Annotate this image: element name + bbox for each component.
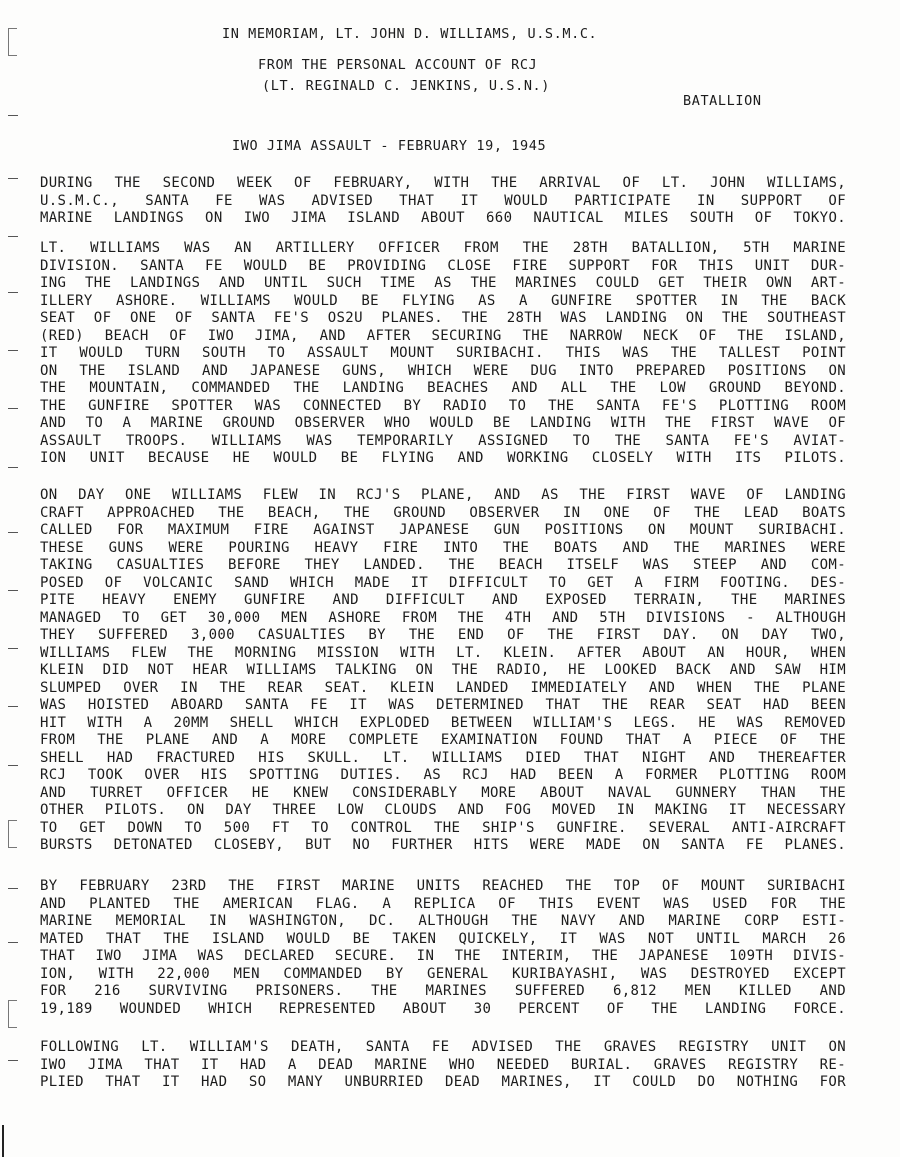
text-line: MATED THAT THE ISLAND WOULD BE TAKEN QUICKELY, IT WAS NOT UNTIL MARCH 26 (40, 930, 846, 947)
text-line: MARINE LANDINGS ON IWO JIMA ISLAND ABOUT 660 NAUTICAL MILES SOUTH OF TOKYO. (40, 210, 846, 226)
text-line: ON THE ISLAND AND JAPANESE GUNS, WHICH WERE DUG INTO PREPARED POSITIONS ON (40, 362, 846, 379)
text-line: THESE GUNS WERE POURING HEAVY FIRE INTO THE BOATS AND THE MARINES WERE (40, 539, 846, 556)
text-line: 19,189 WOUNDED WHICH REPRESENTED ABOUT 30 PERCENT OF THE LANDING FORCE. (40, 1000, 846, 1017)
text-line: (RED) BEACH OF IWO JIMA, AND AFTER SECURING THE NARROW NECK OF THE ISLAND, (40, 327, 846, 344)
author-line: (LT. REGINALD C. JENKINS, U.S.N.) (262, 78, 551, 94)
margin-bracket (8, 28, 17, 56)
margin-mark (8, 467, 18, 468)
margin-mark (8, 178, 18, 179)
text-line: ASSAULT TROOPS. WILLIAMS WAS TEMPORARILY ASSIGNED TO THE SANTA FE'S AVIAT- (40, 432, 846, 449)
paragraph-2 (40, 240, 846, 468)
text-line: RCJ TOOK OVER HIS SPOTTING DUTIES. AS RCJ HAD BEEN A FORMER PLOTTING ROOM (40, 767, 846, 783)
text-line: TAKING CASUALTIES BEFORE THEY LANDED. THE BEACH ITSELF WAS STEEP AND COM- (40, 557, 846, 573)
margin-mark (8, 1060, 18, 1061)
margin-mark (8, 292, 18, 293)
margin-bracket (8, 1000, 17, 1028)
text-line: HIT WITH A 20MM SHELL WHICH EXPLODED BETWEEN WILLIAM'S LEGS. HE WAS REMOVED (40, 714, 846, 731)
source-line: FROM THE PERSONAL ACCOUNT OF RCJ (258, 57, 538, 73)
text-line: FOR 216 SURVIVING PRISONERS. THE MARINES SUFFERED 6,812 MEN KILLED AND (40, 983, 846, 999)
margin-bracket (8, 820, 17, 848)
text-line: PITE HEAVY ENEMY GUNFIRE AND DIFFICULT AND EXPOSED TERRAIN, THE MARINES (40, 592, 846, 608)
text-line: DIVISION. SANTA FE WOULD BE PROVIDING CLOSE FIRE SUPPORT FOR THIS UNIT DUR- (40, 257, 846, 274)
paragraph-3 (40, 487, 846, 855)
margin-mark (8, 115, 18, 116)
text-line: BY FEBRUARY 23RD THE FIRST MARINE UNITS REACHED THE TOP OF MOUNT SURIBACHI (40, 878, 846, 894)
margin-mark (8, 408, 18, 409)
margin-bar (2, 1125, 4, 1157)
margin-mark (8, 888, 18, 889)
text-line: WILLIAMS FLEW THE MORNING MISSION WITH LT. KLEIN. AFTER ABOUT AN HOUR, WHEN (40, 644, 846, 661)
text-line: SEAT OF ONE OF SANTA FE'S OS2U PLANES. THE 28TH WAS LANDING ON THE SOUTHEAST (40, 310, 846, 326)
paragraph-1 (40, 175, 846, 228)
text-line: ING THE LANDINGS AND UNTIL SUCH TIME AS THE MARINES COULD GET THEIR OWN ART- (40, 275, 846, 291)
text-line: THE GUNFIRE SPOTTER WAS CONNECTED BY RADIO TO THE SANTA FE'S PLOTTING ROOM (40, 397, 846, 414)
text-line: IT WOULD TURN SOUTH TO ASSAULT MOUNT SURIBACHI. THIS WAS THE TALLEST POINT (40, 345, 846, 361)
text-line: U.S.M.C., SANTA FE WAS ADVISED THAT IT WOULD PARTICIPATE IN SUPPORT OF (40, 192, 846, 209)
text-line: WAS HOISTED ABOARD SANTA FE IT WAS DETERMINED THAT THE REAR SEAT HAD BEEN (40, 697, 846, 713)
text-line: CRAFT APPROACHED THE BEACH, THE GROUND OBSERVER IN ONE OF THE LEAD BOATS (40, 504, 846, 521)
text-line: MARINE MEMORIAL IN WASHINGTON, DC. ALTHOUGH THE NAVY AND MARINE CORP ESTI- (40, 913, 846, 929)
text-line: PLIED THAT IT HAD SO MANY UNBURRIED DEAD MARINES, IT COULD DO NOTHING FOR (40, 1074, 846, 1090)
text-line: KLEIN DID NOT HEAR WILLIAMS TALKING ON THE RADIO, HE LOOKED BACK AND SAW HIM (40, 662, 846, 678)
text-line: ION, WITH 22,000 MEN COMMANDED BY GENERAL KURIBAYASHI, WAS DESTROYED EXCEPT (40, 965, 846, 982)
text-line: THAT IWO JIMA WAS DECLARED SECURE. IN THE INTERIM, THE JAPANESE 109TH DIVIS- (40, 948, 846, 964)
margin-mark (8, 532, 18, 533)
margin-mark (8, 236, 18, 237)
text-line: BURSTS DETONATED CLOSEBY, BUT NO FURTHER HITS WERE MADE ON SANTA FE PLANES. (40, 837, 846, 853)
text-line: OTHER PILOTS. ON DAY THREE LOW CLOUDS AND FOG MOVED IN MAKING IT NECESSARY (40, 802, 846, 818)
margin-mark (8, 590, 18, 591)
text-line: FOLLOWING LT. WILLIAM'S DEATH, SANTA FE ADVISED THE GRAVES REGISTRY UNIT ON (40, 1039, 846, 1055)
text-line: POSED OF VOLCANIC SAND WHICH MADE IT DIFFICULT TO GET A FIRM FOOTING. DES- (40, 574, 846, 591)
text-line: IWO JIMA THAT IT HAD A DEAD MARINE WHO NEEDED BURIAL. GRAVES REGISTRY RE- (40, 1056, 846, 1073)
text-line: LT. WILLIAMS WAS AN ARTILLERY OFFICER FROM THE 28TH BATALLION, 5TH MARINE (40, 240, 846, 256)
margin-mark (8, 942, 18, 943)
text-line: SHELL HAD FRACTURED HIS SKULL. LT. WILLIAMS DIED THAT NIGHT AND THEREAFTER (40, 749, 846, 766)
text-line: CALLED FOR MAXIMUM FIRE AGAINST JAPANESE GUN POSITIONS ON MOUNT SURIBACHI. (40, 522, 846, 538)
text-line: ON DAY ONE WILLIAMS FLEW IN RCJ'S PLANE, AND AS THE FIRST WAVE OF LANDING (40, 487, 846, 503)
text-line: AND TO A MARINE GROUND OBSERVER WHO WOULD BE LANDING WITH THE FIRST WAVE OF (40, 415, 846, 431)
text-line: THE MOUNTAIN, COMMANDED THE LANDING BEACHES AND ALL THE LOW GROUND BEYOND. (40, 380, 846, 396)
margin-mark (8, 350, 18, 351)
margin-mark (8, 765, 18, 766)
text-line: AND TURRET OFFICER HE KNEW CONSIDERABLY MORE ABOUT NAVAL GUNNERY THAN THE (40, 784, 846, 801)
text-line: SLUMPED OVER IN THE REAR SEAT. KLEIN LANDED IMMEDIATELY AND WHEN THE PLANE (40, 679, 846, 696)
handwritten-note: BATALLION (683, 93, 762, 109)
text-line: AND PLANTED THE AMERICAN FLAG. A REPLICA OF THIS EVENT WAS USED FOR THE (40, 895, 846, 912)
text-line: THEY SUFFERED 3,000 CASUALTIES BY THE END OF THE FIRST DAY. ON DAY TWO, (40, 627, 846, 643)
text-line: DURING THE SECOND WEEK OF FEBRUARY, WITH THE ARRIVAL OF LT. JOHN WILLIAMS, (40, 175, 846, 191)
margin-mark (8, 648, 18, 649)
paragraph-5 (40, 1039, 846, 1092)
text-line: ILLERY ASHORE. WILLIAMS WOULD BE FLYING AS A GUNFIRE SPOTTER IN THE BACK (40, 292, 846, 309)
text-line: ION UNIT BECAUSE HE WOULD BE FLYING AND WORKING CLOSELY WITH ITS PILOTS. (40, 450, 846, 466)
memoriam-line: IN MEMORIAM, LT. JOHN D. WILLIAMS, U.S.M.C. (222, 26, 598, 42)
text-line: TO GET DOWN TO 500 FT TO CONTROL THE SHIP'S GUNFIRE. SEVERAL ANTI-AIRCRAFT (40, 819, 846, 836)
text-line: MANAGED TO GET 30,000 MEN ASHORE FROM THE 4TH AND 5TH DIVISIONS - ALTHOUGH (40, 609, 846, 626)
text-line: FROM THE PLANE AND A MORE COMPLETE EXAMINATION FOUND THAT A PIECE OF THE (40, 732, 846, 748)
document-title: IWO JIMA ASSAULT - FEBRUARY 19, 1945 (232, 138, 547, 154)
margin-mark (8, 706, 18, 707)
paragraph-4 (40, 878, 846, 1018)
